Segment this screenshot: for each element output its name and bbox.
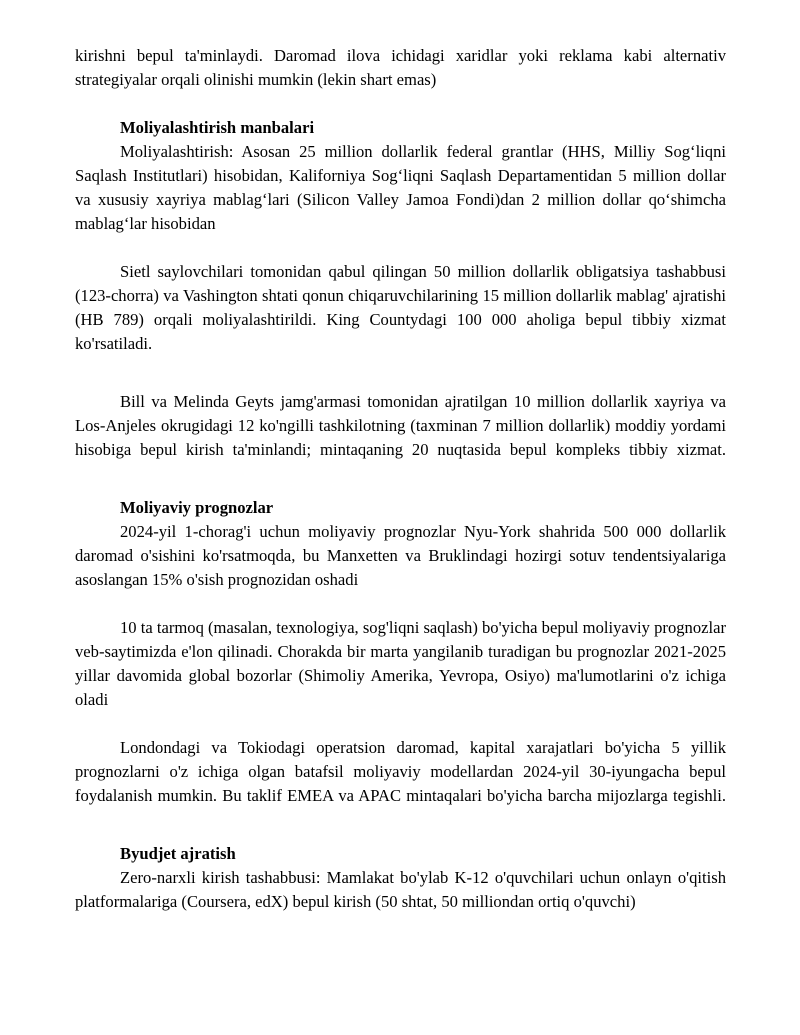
forecasts-paragraph-1: 2024-yil 1-chorag'i uchun moliyaviy prognozlar Nyu-York shahrida 500 000 dollarlik daromad o'sishini ko'rsatmoqda, bu Manxetten va Bruklindagi hozirgi sotuv tendentsiyalariga asoslangan 15% o'sish prognozidan oshadi: [75, 522, 726, 589]
funding-paragraph-3: Bill va Melinda Geyts jamg'armasi tomonidan ajratilgan 10 million dollarlik xayriya va Los-Anjeles okrugidagi 12 ko'ngilli tashkilotning (taxminan 7 million dollarlik) moddiy yordami hisobiga bepul kirish ta'minlandi; mintaqaning 20 nuqtasida bepul kompleks tibbiy xizmat.: [75, 392, 726, 459]
intro-paragraph: kirishni bepul ta'minlaydi. Daromad ilova ichidagi xaridlar yoki reklama kabi alternativ strategiyalar orqali olinishi mumkin (lekin shart emas): [75, 46, 726, 89]
funding-heading: Moliyalashtirish manbalari: [120, 118, 315, 137]
budget-heading: Byudjet ajratish: [120, 844, 236, 863]
forecasts-heading: Moliyaviy prognozlar: [120, 498, 274, 517]
forecasts-paragraph-3: Londondagi va Tokiodagi operatsion daromad, kapital xarajatlari bo'yicha 5 yillik prognozlarni o'z ichiga olgan batafsil moliyaviy modellardan 2024-yil 30-iyungacha bepul foydalanish mumkin. Bu taklif EMEA va APAC mintaqalari bo'yicha barcha mijozlarga tegishli.: [75, 738, 726, 805]
funding-paragraph-2: Sietl saylovchilari tomonidan qabul qilingan 50 million dollarlik obligatsiya tashabbusi (123-chorra) va Vashington shtati qonun chiqaruvchilarining 15 million dollarlik mablag' ajratishi (HB 789) orqali moliyalashtirildi. King Countydagi 100 000 aholiga bepul tibbiy xizmat ko'rsatiladi.: [75, 262, 726, 353]
document-page: [75, 44, 726, 914]
forecasts-paragraph-2: 10 ta tarmoq (masalan, texnologiya, sog'liqni saqlash) bo'yicha bepul moliyaviy prognozlar veb-saytimizda e'lon qilinadi. Chorakda bir marta yangilanib turadigan bu prognozlar 2021-2025 yillar davomida global bozorlar (Shimoliy Amerika, Yevropa, Osiyo) ma'lumotlarini o'z ichiga oladi: [75, 618, 726, 709]
funding-paragraph-1: Moliyalashtirish: Asosan 25 million dollarlik federal grantlar (HHS, Milliy Sog‘liqni Saqlash Institutlari) hisobidan, Kaliforniya Sog‘liqni Saqlash Departamentidan 5 million dollar va xususiy xayriya mablag‘lari (Silicon Valley Jamoa Fondi)dan 2 million dollar qo‘shimcha mablag‘lar hisobidan: [75, 142, 726, 233]
budget-paragraph-1: Zero-narxli kirish tashabbusi: Mamlakat bo'ylab K-12 o'quvchilari uchun onlayn o'qitish platformalariga (Coursera, edX) bepul kirish (50 shtat, 50 milliondan ortiq o'quvchi): [75, 868, 726, 911]
